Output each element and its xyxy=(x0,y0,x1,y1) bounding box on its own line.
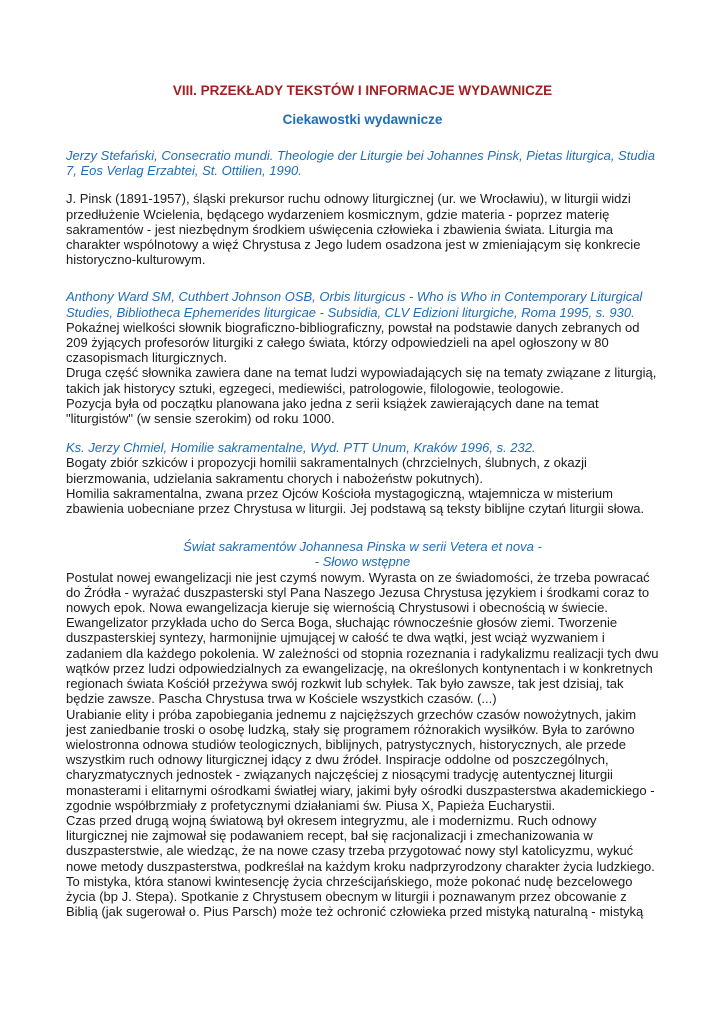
citation-chmiel: Ks. Jerzy Chmiel, Homilie sakramentalne, Wyd. PTT Unum, Kraków 1996, s. 232. xyxy=(66,440,536,456)
citation-stefanski: Jerzy Stefański, Consecratio mundi. Theologie der Liturgie bei Johannes Pinsk, Pietas liturgica, Studia 7, Eos Verlag Erzabtei, St. Ottilien, 1990. xyxy=(66,148,655,179)
foreword-heading-line1: Świat sakramentów Johannesa Pinska w serii Vetera et nova - xyxy=(183,539,542,555)
bibliography-entry-stefanski xyxy=(66,148,659,267)
document-title: VIII. PRZEKŁADY TEKSTÓW I INFORMACJE WYDAWNICZE xyxy=(172,83,553,98)
foreword-heading-line2: - Słowo wstępne xyxy=(314,554,411,570)
foreword-section xyxy=(66,570,659,920)
bibliography-entry-chmiel xyxy=(66,440,659,516)
foreword-heading xyxy=(66,539,659,569)
entry-paragraph: Homilia sakramentalna, zwana przez Ojców Kościoła mystagogiczną, wtajemnicza w misterium zbawienia uobecniane przez Chrystusa w liturgii. Jej podstawą są teksty biblijne czytań liturgii słowa. xyxy=(66,485,645,517)
entry-paragraph: J. Pinsk (1891-1957), śląski prekursor ruchu odnowy liturgicznej (ur. we Wrocławiu), w liturgii widzi przedłużenie Wcielenia, będącego wydarzeniem kosmicznym, gdzie materia - poprzez materię sakramentów - jest niezbędnym środkiem uświęcenia człowieka i zbawienia świata. Liturgia ma charakter wspólnotowy a więź Chrystusa z Jego ludem osadzona jest w zmieniającym się konkrecie historyczno-kulturowym. xyxy=(66,191,641,268)
entry-paragraph: Pozycja była od początku planowana jako jedna z serii książek zawierających dane na temat "liturgistów" (w sensie szerokim) od roku 1000. xyxy=(66,395,599,427)
foreword-paragraph: Urabianie elity i próba zapobiegania jednemu z najcięższych grzechów czasów nowożytnych, jakim jest zaniedbanie troski o osobę ludzką, stały się programem różnorakich wysiłków. Była to zarówno wielostronna odnowa studiów teologicznych, biblijnych, patrystycznych, historycznych, ale przede wszystkim ruch odnowy liturgicznej idący z dwu źródeł. Inspiracje oddolne od poszczególnych, charyzmatycznych jednostek - związanych najczęściej z niosącymi tradycję autentycznej liturgii monasterami i elitarnymi ośrodkami światłej wiary, jakimi były ośrodki duszpasterstwa akademickiego - zgodnie współbrzmiały z profetycznymi działaniami św. Piusa X, Papieża Eucharystii. xyxy=(66,706,655,813)
document-subtitle: Ciekawostki wydawnicze xyxy=(282,112,443,127)
bibliography-entry-ward-johnson xyxy=(66,289,659,426)
entry-paragraph: Bogaty zbiór szkiców i propozycji homilii sakramentalnych (chrzcielnych, ślubnych, z okazji bierzmowania, udzielania sakramentu chorych i nabożeństw pokutnych). xyxy=(66,455,587,486)
foreword-paragraph: Postulat nowej ewangelizacji nie jest czymś nowym. Wyrasta on ze świadomości, że trzeba powracać do Źródła - wyrażać duszpasterski styl Pana Naszego Jezusa Chrystusa językiem i środkami coraz to nowych epok. Nowa ewangelizacja kieruje się wiernością Chrystusowi i obecnością w świecie. Ewangelizator przykłada ucho do Serca Boga, słuchając równocześnie głosów ziemi. Tworzenie duszpasterskiej syntezy, harmonijnie ujmującej w całość te dwa wątki, jest wciąż wyzwaniem i zadaniem dla każdego pokolenia. W zależności od stopnia rozeznania i radykalizmu realizacji tych dwu wątków przez ludzi odpowiedzialnych za ewangelizację, na określonych kontynentach i w konkretnych regionach świata Kościół przeżywa swój rozkwit lub schyłek. Tak było zawsze, tak jest dzisiaj, tak będzie zawsze. Pascha Chrystusa trwa w Kościele wszystkich czasów. (...) xyxy=(66,569,659,707)
entry-paragraph: Druga część słownika zawiera dane na temat ludzi wypowiadających się na tematy związane z liturgią, takich jak historycy sztuki, egzegeci, mediewiści, patrologowie, filologowie, teologowie. xyxy=(66,365,657,396)
citation-ward-johnson: Anthony Ward SM, Cuthbert Johnson OSB, Orbis liturgicus - Who is Who in Contemporary Liturgical Studies, Bibliotheca Ephemerides liturgicae - Subsidia, CLV Edizioni liturgiche, Roma 1995, s. 930. xyxy=(66,289,643,320)
foreword-paragraph: Czas przed drugą wojną światową był okresem integryzmu, ale i modernizmu. Ruch odnowy liturgicznej nie zajmował się podawaniem recept, bał się racjonalizacji i zmechanizowania w duszpasterstwie, ale wiedząc, że na nowe czasy trzeba przygotować nowy styl katolicyzmu, wykuć nowe metody duszpasterstwa, podkreślał na każdym kroku nadprzyrodzony charakter życia ludzkiego. To mistyka, która stanowi kwintesencję życia chrześcijańskiego, może pokonać nudę bezcelowego życia (bp J. Stepa). Spotkanie z Chrystusem obecnym w liturgii i poznawanym przez obcowanie z Biblią (jak sugerował o. Pius Parsch) może też ochronić człowieka przed mistyką naturalną - mistyką xyxy=(66,812,655,920)
entry-paragraph: Pokaźnej wielkości słownik biograficzno-bibliograficzny, powstał na podstawie danych zebranych od 209 żyjących profesorów liturgiki z całego świata, którzy odpowiedzieli na apel ogłoszony w 80 czasopismach liturgicznych. xyxy=(66,319,640,366)
